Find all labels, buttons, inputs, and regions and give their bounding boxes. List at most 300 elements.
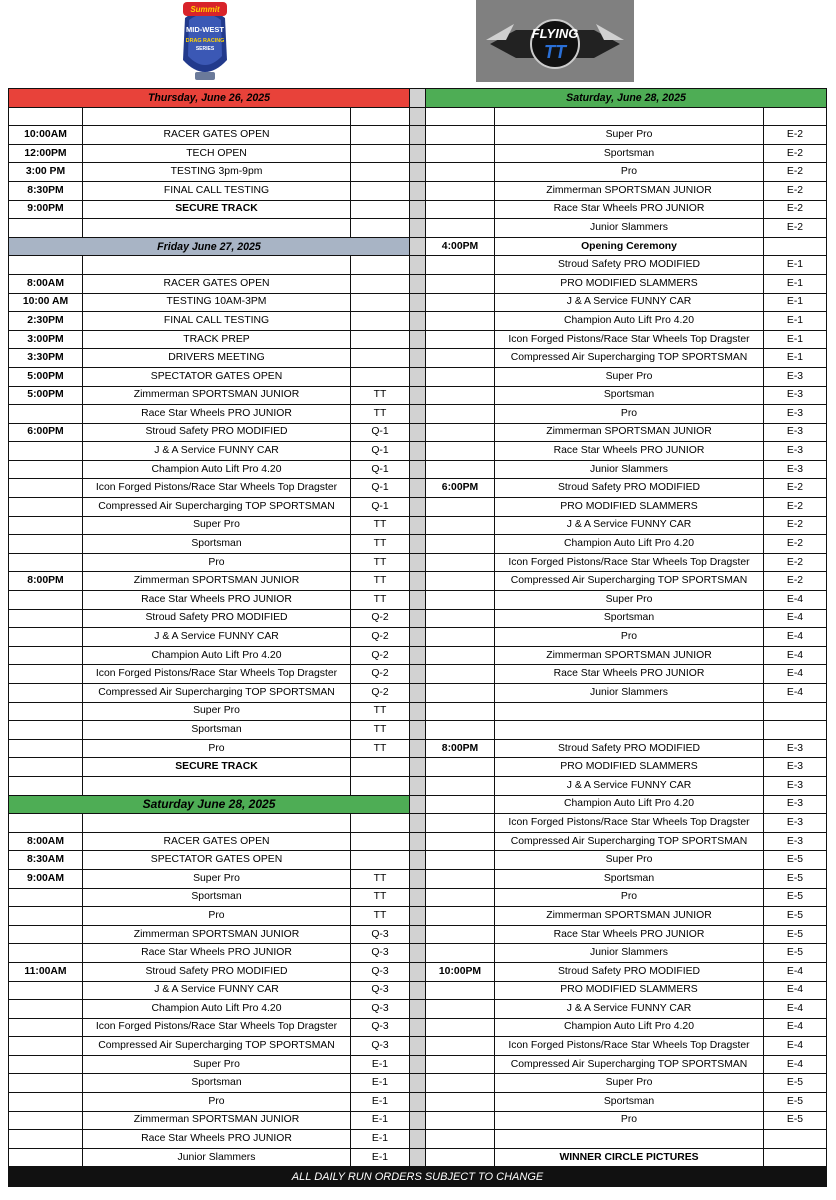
table-row [9, 851, 827, 870]
column-separator [410, 981, 426, 1000]
right-time-cell [426, 535, 495, 554]
left-event-cell [83, 107, 351, 126]
left-round-cell: Q-1 [351, 442, 410, 461]
left-event-cell: J & A Service FUNNY CAR [83, 442, 351, 461]
table-row [9, 405, 827, 424]
left-event-cell: Stroud Safety PRO MODIFIED [83, 423, 351, 442]
column-separator [410, 200, 426, 219]
left-time-cell [9, 479, 83, 498]
right-round-cell: E-5 [764, 907, 827, 926]
left-event-cell [83, 814, 351, 833]
right-round-cell: E-1 [764, 274, 827, 293]
left-round-cell [351, 367, 410, 386]
right-round-cell: E-2 [764, 181, 827, 200]
table-row [9, 89, 827, 108]
column-separator [410, 181, 426, 200]
left-event-cell [83, 776, 351, 795]
table-row [9, 126, 827, 145]
right-event-cell: Sportsman [495, 386, 764, 405]
right-event-cell: Champion Auto Lift Pro 4.20 [495, 795, 764, 814]
left-round-cell: TT [351, 553, 410, 572]
left-time-cell [9, 1000, 83, 1019]
right-round-cell: E-4 [764, 591, 827, 610]
right-time-cell [426, 944, 495, 963]
right-round-cell: E-4 [764, 609, 827, 628]
table-row [9, 814, 827, 833]
left-event-cell: DRIVERS MEETING [83, 349, 351, 368]
left-time-cell [9, 609, 83, 628]
left-time-cell: 8:00AM [9, 832, 83, 851]
column-separator [410, 219, 426, 238]
left-round-cell: E-1 [351, 1111, 410, 1130]
right-time-cell [426, 925, 495, 944]
left-time-cell: 9:00PM [9, 200, 83, 219]
right-round-cell: E-4 [764, 1037, 827, 1056]
left-time-cell [9, 1037, 83, 1056]
right-time-cell [426, 591, 495, 610]
column-separator [410, 739, 426, 758]
left-event-cell [83, 256, 351, 275]
flying-tt-logo [476, 0, 634, 82]
column-separator [410, 1074, 426, 1093]
left-round-cell [351, 200, 410, 219]
right-round-cell: E-1 [764, 349, 827, 368]
left-round-cell [351, 814, 410, 833]
right-round-cell: E-2 [764, 553, 827, 572]
left-round-cell: TT [351, 516, 410, 535]
left-round-cell [351, 163, 410, 182]
right-event-cell: Pro [495, 1111, 764, 1130]
right-time-cell [426, 795, 495, 814]
column-separator [410, 591, 426, 610]
column-separator [410, 1055, 426, 1074]
table-row [9, 553, 827, 572]
column-separator [410, 367, 426, 386]
right-event-cell: Zimmerman SPORTSMAN JUNIOR [495, 907, 764, 926]
right-event-cell: Opening Ceremony [495, 237, 764, 256]
left-event-cell: Super Pro [83, 516, 351, 535]
table-row [9, 349, 827, 368]
table-row [9, 144, 827, 163]
column-separator [410, 925, 426, 944]
table-row [9, 925, 827, 944]
right-event-cell: Sportsman [495, 144, 764, 163]
right-event-cell: Icon Forged Pistons/Race Star Wheels Top Dragster [495, 553, 764, 572]
left-time-cell [9, 888, 83, 907]
right-event-cell [495, 721, 764, 740]
day-header-friday: Friday June 27, 2025 [9, 237, 410, 256]
right-time-cell [426, 665, 495, 684]
column-separator [410, 1111, 426, 1130]
left-time-cell: 3:30PM [9, 349, 83, 368]
column-separator [410, 256, 426, 275]
left-round-cell: Q-2 [351, 628, 410, 647]
table-row [9, 1130, 827, 1149]
right-round-cell: E-5 [764, 1093, 827, 1112]
right-event-cell: Stroud Safety PRO MODIFIED [495, 962, 764, 981]
right-time-cell [426, 869, 495, 888]
left-event-cell: Super Pro [83, 1055, 351, 1074]
column-separator [410, 293, 426, 312]
right-round-cell: E-2 [764, 144, 827, 163]
left-round-cell [351, 126, 410, 145]
right-event-cell: Icon Forged Pistons/Race Star Wheels Top Dragster [495, 330, 764, 349]
right-time-cell [426, 219, 495, 238]
left-event-cell: Stroud Safety PRO MODIFIED [83, 962, 351, 981]
right-round-cell: E-5 [764, 888, 827, 907]
left-time-cell: 8:00PM [9, 572, 83, 591]
left-time-cell [9, 405, 83, 424]
day-header-saturday-left: Saturday June 28, 2025 [9, 795, 410, 814]
table-row [9, 1093, 827, 1112]
column-separator [410, 832, 426, 851]
right-event-cell: Compressed Air Supercharging TOP SPORTSMAN [495, 1055, 764, 1074]
left-time-cell [9, 442, 83, 461]
left-round-cell: E-1 [351, 1055, 410, 1074]
left-event-cell: Champion Auto Lift Pro 4.20 [83, 646, 351, 665]
left-event-cell: SECURE TRACK [83, 200, 351, 219]
right-event-cell: Sportsman [495, 609, 764, 628]
left-time-cell [9, 684, 83, 703]
right-round-cell: E-5 [764, 1074, 827, 1093]
right-round-cell: E-3 [764, 739, 827, 758]
left-round-cell [351, 181, 410, 200]
left-round-cell: TT [351, 535, 410, 554]
right-event-cell [495, 107, 764, 126]
right-round-cell [764, 721, 827, 740]
left-round-cell: Q-3 [351, 962, 410, 981]
right-event-cell: PRO MODIFIED SLAMMERS [495, 758, 764, 777]
left-time-cell [9, 665, 83, 684]
right-event-cell: Stroud Safety PRO MODIFIED [495, 256, 764, 275]
left-event-cell: Super Pro [83, 869, 351, 888]
column-separator [410, 1093, 426, 1112]
right-time-cell [426, 1148, 495, 1167]
left-time-cell: 6:00PM [9, 423, 83, 442]
left-round-cell: Q-1 [351, 423, 410, 442]
right-round-cell: E-3 [764, 405, 827, 424]
table-row [9, 572, 827, 591]
column-separator [410, 1130, 426, 1149]
left-event-cell: Race Star Wheels PRO JUNIOR [83, 591, 351, 610]
left-round-cell: Q-1 [351, 460, 410, 479]
left-time-cell [9, 628, 83, 647]
left-time-cell [9, 944, 83, 963]
left-time-cell: 10:00 AM [9, 293, 83, 312]
left-time-cell: 5:00PM [9, 367, 83, 386]
right-event-cell [495, 702, 764, 721]
footer-notice: ALL DAILY RUN ORDERS SUBJECT TO CHANGE [9, 1167, 827, 1187]
right-event-cell: J & A Service FUNNY CAR [495, 1000, 764, 1019]
left-time-cell [9, 535, 83, 554]
left-round-cell [351, 776, 410, 795]
right-event-cell: Zimmerman SPORTSMAN JUNIOR [495, 423, 764, 442]
left-time-cell [9, 498, 83, 517]
table-row [9, 832, 827, 851]
left-round-cell: Q-2 [351, 684, 410, 703]
table-row [9, 107, 827, 126]
right-time-cell [426, 330, 495, 349]
table-row [9, 442, 827, 461]
column-separator [410, 349, 426, 368]
right-event-cell: Junior Slammers [495, 944, 764, 963]
column-separator [410, 1000, 426, 1019]
right-event-cell: Race Star Wheels PRO JUNIOR [495, 200, 764, 219]
column-separator [410, 423, 426, 442]
column-separator [410, 721, 426, 740]
left-round-cell: TT [351, 405, 410, 424]
left-round-cell: TT [351, 888, 410, 907]
logo-midwest-text: MID-WEST [186, 25, 224, 34]
column-separator [410, 869, 426, 888]
left-time-cell [9, 1111, 83, 1130]
left-event-cell: SPECTATOR GATES OPEN [83, 367, 351, 386]
left-time-cell [9, 516, 83, 535]
left-round-cell [351, 312, 410, 331]
right-event-cell: PRO MODIFIED SLAMMERS [495, 274, 764, 293]
column-separator [410, 851, 426, 870]
table-row [9, 1055, 827, 1074]
right-round-cell [764, 237, 827, 256]
left-time-cell [9, 702, 83, 721]
right-time-cell [426, 181, 495, 200]
right-time-cell [426, 1000, 495, 1019]
right-event-cell: J & A Service FUNNY CAR [495, 293, 764, 312]
right-time-cell [426, 367, 495, 386]
table-row [9, 1111, 827, 1130]
right-round-cell: E-3 [764, 832, 827, 851]
right-time-cell [426, 1130, 495, 1149]
left-round-cell [351, 832, 410, 851]
left-time-cell [9, 256, 83, 275]
right-event-cell: Junior Slammers [495, 219, 764, 238]
right-round-cell: E-2 [764, 535, 827, 554]
right-event-cell: Champion Auto Lift Pro 4.20 [495, 1018, 764, 1037]
day-header-saturday-right: Saturday, June 28, 2025 [426, 89, 827, 108]
column-separator [410, 646, 426, 665]
right-time-cell [426, 628, 495, 647]
table-row [9, 200, 827, 219]
left-time-cell [9, 721, 83, 740]
right-round-cell: E-3 [764, 442, 827, 461]
right-time-cell: 10:00PM [426, 962, 495, 981]
table-row [9, 479, 827, 498]
right-round-cell [764, 1130, 827, 1149]
table-row [9, 907, 827, 926]
column-separator [410, 1018, 426, 1037]
left-round-cell: Q-1 [351, 479, 410, 498]
table-row [9, 888, 827, 907]
left-round-cell: E-1 [351, 1130, 410, 1149]
left-round-cell: TT [351, 739, 410, 758]
right-event-cell: J & A Service FUNNY CAR [495, 516, 764, 535]
column-separator [410, 814, 426, 833]
right-event-cell: Sportsman [495, 869, 764, 888]
column-separator [410, 907, 426, 926]
left-event-cell: RACER GATES OPEN [83, 274, 351, 293]
left-time-cell [9, 1093, 83, 1112]
table-row [9, 312, 827, 331]
right-time-cell [426, 107, 495, 126]
right-time-cell [426, 126, 495, 145]
left-time-cell [9, 460, 83, 479]
left-round-cell: E-1 [351, 1074, 410, 1093]
right-event-cell: Sportsman [495, 1093, 764, 1112]
table-row [9, 702, 827, 721]
right-round-cell: E-5 [764, 1111, 827, 1130]
table-row [9, 684, 827, 703]
column-separator [410, 460, 426, 479]
left-event-cell: Race Star Wheels PRO JUNIOR [83, 944, 351, 963]
right-round-cell: E-2 [764, 479, 827, 498]
table-row [9, 795, 827, 814]
right-round-cell [764, 702, 827, 721]
left-time-cell: 8:30PM [9, 181, 83, 200]
right-event-cell: Pro [495, 888, 764, 907]
column-separator [410, 144, 426, 163]
right-time-cell [426, 1093, 495, 1112]
table-row [9, 981, 827, 1000]
right-time-cell [426, 1111, 495, 1130]
right-event-cell: Compressed Air Supercharging TOP SPORTSMAN [495, 832, 764, 851]
column-separator [410, 1148, 426, 1167]
left-round-cell: Q-3 [351, 944, 410, 963]
left-time-cell [9, 107, 83, 126]
right-round-cell: E-2 [764, 163, 827, 182]
column-separator [410, 107, 426, 126]
left-round-cell [351, 144, 410, 163]
right-time-cell [426, 553, 495, 572]
table-row [9, 1018, 827, 1037]
table-row [9, 386, 827, 405]
right-time-cell [426, 312, 495, 331]
right-time-cell [426, 907, 495, 926]
left-event-cell: Sportsman [83, 1074, 351, 1093]
left-event-cell: Super Pro [83, 702, 351, 721]
right-round-cell: E-4 [764, 646, 827, 665]
left-time-cell [9, 776, 83, 795]
column-separator [410, 702, 426, 721]
right-round-cell: E-4 [764, 1055, 827, 1074]
left-event-cell: Zimmerman SPORTSMAN JUNIOR [83, 572, 351, 591]
left-time-cell [9, 219, 83, 238]
left-event-cell: Sportsman [83, 888, 351, 907]
right-round-cell: E-3 [764, 423, 827, 442]
left-event-cell: TRACK PREP [83, 330, 351, 349]
right-event-cell: Champion Auto Lift Pro 4.20 [495, 312, 764, 331]
left-event-cell: Pro [83, 1093, 351, 1112]
right-round-cell: E-3 [764, 367, 827, 386]
right-time-cell [426, 144, 495, 163]
left-round-cell: Q-3 [351, 1000, 410, 1019]
left-round-cell: Q-1 [351, 498, 410, 517]
table-row [9, 330, 827, 349]
right-time-cell [426, 498, 495, 517]
right-time-cell [426, 1018, 495, 1037]
right-time-cell [426, 776, 495, 795]
column-separator [410, 312, 426, 331]
left-round-cell [351, 107, 410, 126]
right-event-cell: Super Pro [495, 591, 764, 610]
left-event-cell: Compressed Air Supercharging TOP SPORTSMAN [83, 684, 351, 703]
right-time-cell [426, 1074, 495, 1093]
column-separator [410, 126, 426, 145]
left-event-cell: FINAL CALL TESTING [83, 181, 351, 200]
left-time-cell [9, 981, 83, 1000]
logo-series-text: SERIES [195, 46, 215, 52]
left-time-cell: 2:30PM [9, 312, 83, 331]
left-time-cell: 3:00PM [9, 330, 83, 349]
right-event-cell: J & A Service FUNNY CAR [495, 776, 764, 795]
left-round-cell: TT [351, 386, 410, 405]
left-time-cell: 8:00AM [9, 274, 83, 293]
table-row [9, 591, 827, 610]
left-round-cell: Q-3 [351, 1018, 410, 1037]
right-event-cell: Pro [495, 163, 764, 182]
left-time-cell: 9:00AM [9, 869, 83, 888]
table-row [9, 181, 827, 200]
right-round-cell: E-5 [764, 925, 827, 944]
table-row [9, 293, 827, 312]
left-round-cell: TT [351, 721, 410, 740]
left-time-cell: 3:00 PM [9, 163, 83, 182]
day-header-thursday: Thursday, June 26, 2025 [9, 89, 410, 108]
left-round-cell: Q-2 [351, 609, 410, 628]
right-time-cell [426, 646, 495, 665]
table-row [9, 460, 827, 479]
left-event-cell: RACER GATES OPEN [83, 126, 351, 145]
table-row [9, 628, 827, 647]
right-time-cell [426, 888, 495, 907]
right-round-cell: E-4 [764, 665, 827, 684]
left-event-cell: FINAL CALL TESTING [83, 312, 351, 331]
left-time-cell [9, 758, 83, 777]
right-round-cell: E-4 [764, 981, 827, 1000]
right-time-cell [426, 814, 495, 833]
table-row [9, 1037, 827, 1056]
left-round-cell [351, 330, 410, 349]
left-event-cell: Race Star Wheels PRO JUNIOR [83, 405, 351, 424]
table-row [9, 256, 827, 275]
left-time-cell [9, 925, 83, 944]
column-separator [410, 163, 426, 182]
table-row [9, 721, 827, 740]
left-time-cell [9, 646, 83, 665]
column-separator [410, 89, 426, 108]
table-row [9, 869, 827, 888]
right-event-cell: Super Pro [495, 367, 764, 386]
right-round-cell: E-3 [764, 795, 827, 814]
footer-row [9, 1167, 827, 1187]
left-event-cell: Icon Forged Pistons/Race Star Wheels Top Dragster [83, 479, 351, 498]
column-separator [410, 944, 426, 963]
right-round-cell: E-1 [764, 330, 827, 349]
right-event-cell: Super Pro [495, 126, 764, 145]
left-event-cell: J & A Service FUNNY CAR [83, 981, 351, 1000]
left-round-cell: TT [351, 572, 410, 591]
left-event-cell: Icon Forged Pistons/Race Star Wheels Top Dragster [83, 665, 351, 684]
right-time-cell [426, 832, 495, 851]
right-event-cell: Zimmerman SPORTSMAN JUNIOR [495, 181, 764, 200]
left-event-cell: Sportsman [83, 721, 351, 740]
left-time-cell: 5:00PM [9, 386, 83, 405]
right-round-cell: E-1 [764, 312, 827, 331]
table-row [9, 739, 827, 758]
left-round-cell: E-1 [351, 1093, 410, 1112]
right-round-cell: E-3 [764, 758, 827, 777]
right-event-cell: Champion Auto Lift Pro 4.20 [495, 535, 764, 554]
table-row [9, 758, 827, 777]
